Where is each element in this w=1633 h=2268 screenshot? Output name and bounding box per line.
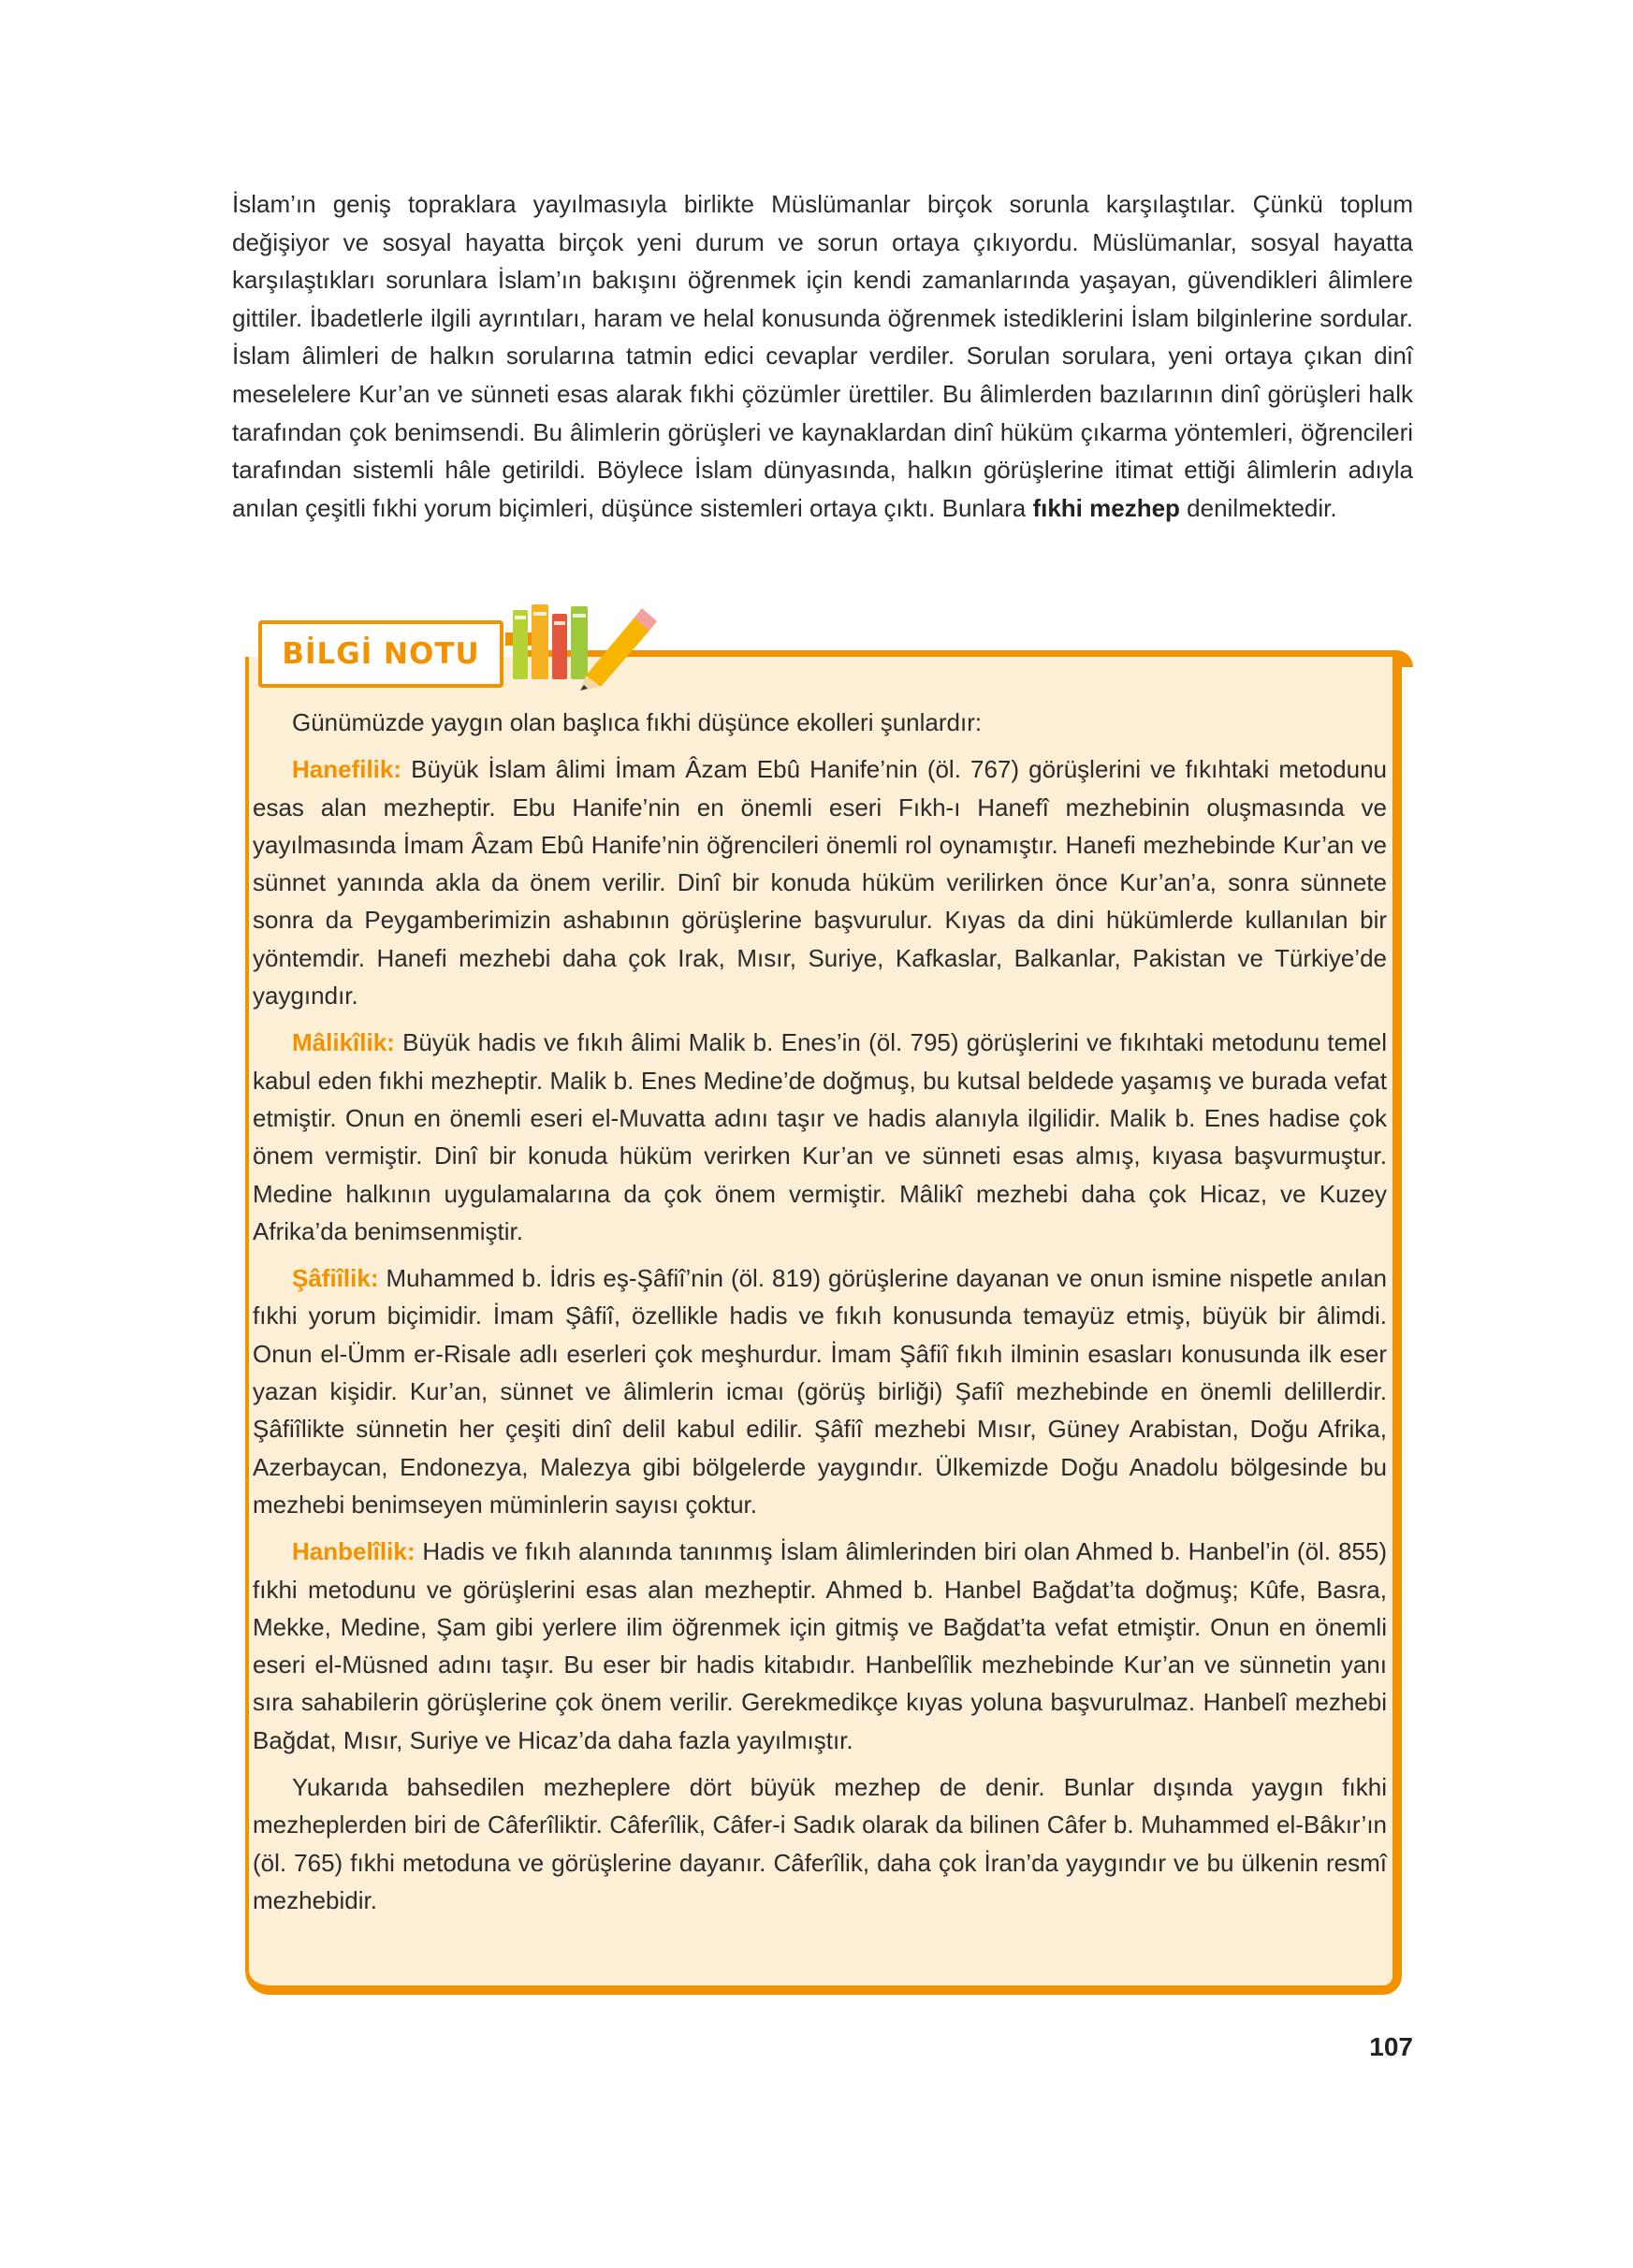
school-term: Hanefilik: — [292, 755, 402, 784]
intro-text: İslam’ın geniş topraklara yayılmasıyla birlikte Müslümanlar birçok sorunla karşılaştılar. Çünkü toplum değişiyor ve sosyal hayatta birçok yeni durum ve sorun ortaya çıkıyordu. Müslümanlar, sosyal hayatta karşılaştıkları sorunlara İslam’ın bakışını öğrenmek için kendi zamanlarında yaşayan, güvendikleri âlimlere gittiler. İbadetlerle ilgili ayrıntıları, haram ve helal konusunda öğrenmek istediklerini İslam bilginlerine sordular. İslam âlimleri de halkın sorularına tatmin edici cevaplar verdiler. Sorulan sorulara, yeni ortaya çıkan dinî meselelere Kur’an ve sünneti esas alarak fıkhi çözümler ürettiler. Bu âlimlerden bazılarının dinî görüşleri halk tarafından çok benimsendi. Bu âlimlerin görüşleri ve kaynaklardan dinî hüküm çıkarma yöntemleri, öğrencileri tarafından sistemli hâle getirildi. Böylece İslam dünyasında, halkın görüşlerine itimat ettiği âlimlerin adıyla anılan çeşitli fıkhi yorum biçimleri, düşünce sistemleri ortaya çıktı. Bunlara — [232, 190, 1413, 522]
school-term: Şâfiîlik: — [292, 1264, 379, 1293]
school-term: Mâlikîlik: — [292, 1028, 395, 1057]
info-note-closing: Yukarıda bahsedilen mezheplere dört büyük mezhep de denir. Bunlar dışında yaygın fıkhi mezheplerden biri de Câferîliktir. Câferîlik, Câfer-i Sadık olarak da bilinen Câfer b. Muhammed el-Bâkır’ın (öl. 765) fıkhi metoduna ve görüşlerine dayanır. Câferîlik, daha çok İran’da yaygındır ve bu ülkenin resmî mezhebidir. — [253, 1773, 1387, 1914]
books-pencil-icon — [505, 597, 674, 691]
school-text: Büyük hadis ve fıkıh âlimi Malik b. Enes’in (öl. 795) görüşlerini ve fıkıhtaki metodunu temel kabul eden fıkhi mezheptir. Malik b. Enes Medine’de doğmuş, bu kutsal beldede yaşamış ve burada vefat etmiştir. Onun en önemli eseri el-Muvatta adını taşır ve hadis alanıyla ilgilidir. Malik b. Enes hadise çok önem vermiştir. Dinî bir konuda hüküm verirken Kur’an ve sünneti esas almış, kıyasa başvurmuştur. Medine halkının uygulamalarına da çok önem vermiştir. Mâlikî mezhebi daha çok Hicaz, ve Kuzey Afrika’da benimsenmiştir. — [253, 1028, 1387, 1245]
school-text: Muhammed b. İdris eş-Şâfiî’nin (öl. 819) görüşlerine dayanan ve onun ismine nispetle anılan fıkhi yorum biçimidir. İmam Şâfiî, özellikle hadis ve fıkıh konusunda temayüz etmiş, büyük bir âlimdi. Onun el-Ümm er-Risale adlı eserleri çok meşhurdur. İmam Şâfiî fıkıh ilminin esasları konusunda ilk eser yazan kişidir. Kur’an, sünnet ve âlimlerin icmaı (görüş birliği) Şafiî mezhebinde en önemli delillerdir. Şâfiîlikte sünnetin her çeşiti dinî delil kabul edilir. Şâfiî mezhebi Mısır, Güney Arabistan, Doğu Afrika, Azerbaycan, Endonezya, Malezya gibi bölgelerde yaygındır. Ülkemizde Doğu Anadolu bölgesinde bu mezhebi benimseyen müminlerin sayısı çoktur. — [253, 1264, 1387, 1519]
info-note-intro: Günümüzde yaygın olan başlıca fıkhi düşünce ekolleri şunlardır: — [292, 708, 983, 736]
info-note-label — [258, 620, 503, 688]
school-text: Hadis ve fıkıh alanında tanınmış İslam âlimlerinden biri olan Ahmed b. Hanbel’in (öl. 855) fıkhi metodunu ve görüşlerini esas alan mezheptir. Ahmed b. Hanbel Bağdat’ta doğmuş; Kûfe, Basra, Mekke, Medine, Şam gibi yerlere ilim öğrenmek için gitmiş ve Bağdat’ta vefat etmiştir. Onun en önemli eseri el-Müsned adını taşır. Bu eser bir hadis kitabıdır. Hanbelîlik mezhebinde Kur’an ve sünnetin yanı sıra sahabilerin görüşlerine çok önem verilir. Gerekmedikçe kıyas yoluna başvurulmaz. Hanbelî mezhebi Bağdat, Mısır, Suriye ve Hicaz’da daha fazla yayılmıştır. — [253, 1537, 1387, 1754]
intro-bold-term: fıkhi mezhep — [1032, 493, 1180, 522]
school-paragraph-hanbelilik — [253, 1533, 1387, 1759]
school-paragraph-malikilik — [253, 1024, 1387, 1250]
intro-text-end: denilmektedir. — [1187, 493, 1337, 522]
school-paragraph-safiilik — [253, 1259, 1387, 1523]
info-note-content — [253, 704, 1387, 1928]
page-number: 107 — [1369, 2032, 1413, 2061]
school-term: Hanbelîlik: — [292, 1537, 416, 1566]
info-note-title: BİLGİ NOTU — [282, 637, 480, 671]
school-text: Büyük İslam âlimi İmam Âzam Ebû Hanife’nin (öl. 767) görüşlerini ve fıkıhtaki metodunu esas alan mezheptir. Ebu Hanife’nin en önemli eseri Fıkh-ı Hanefî mezhebinin oluşmasında ve yayılmasında İmam Âzam Ebû Hanife’nin öğrencileri önemli rol oynamıştır. Hanefi mezhebinde Kur’an ve sünnet yanında akla da önem verilir. Dinî bir konuda hüküm verilirken önce Kur’an’a, sonra sünnete sonra da Peygamberimizin ashabının görüşlerine başvurulur. Kıyas da dini hükümlerde kullanılan bir yöntemdir. Hanefi mezhebi daha çok Irak, Mısır, Suriye, Kafkaslar, Balkanlar, Pakistan ve Türkiye’de yaygındır. — [253, 755, 1387, 1010]
intro-paragraph — [232, 185, 1413, 527]
school-paragraph-hanefilik — [253, 750, 1387, 1014]
